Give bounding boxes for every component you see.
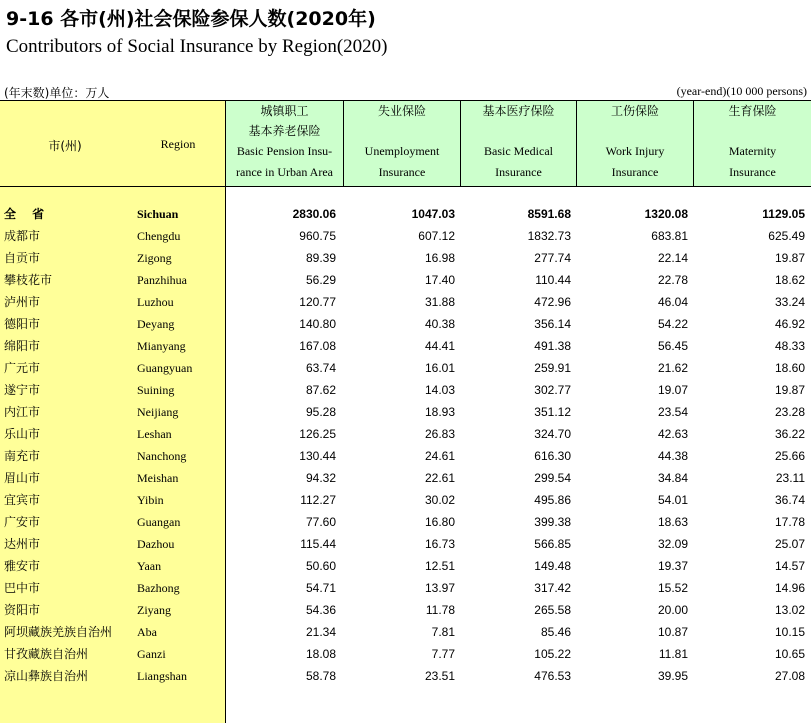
region-name-en: Mianyang — [137, 339, 186, 353]
work-injury-value: 683.81 — [651, 229, 688, 243]
region-name-en: Luzhou — [137, 295, 174, 309]
table-row — [0, 511, 811, 533]
maternity-value: 10.65 — [774, 647, 805, 661]
table-row — [0, 357, 811, 379]
medical-value: 351.12 — [534, 405, 571, 419]
region-name-zh: 全 省 — [4, 207, 51, 221]
header-zh — [577, 121, 693, 141]
maternity-value: 14.96 — [774, 581, 805, 595]
region-name-zh: 乐山市 — [4, 427, 41, 441]
pension-value: 54.36 — [305, 603, 336, 617]
header-zh — [694, 121, 811, 141]
work-injury-value: 56.45 — [657, 339, 688, 353]
region-name-zh: 巴中市 — [4, 581, 41, 595]
header-zh — [344, 121, 460, 141]
work-injury-value: 20.00 — [657, 603, 688, 617]
maternity-value: 48.33 — [774, 339, 805, 353]
maternity-value: 33.24 — [774, 295, 805, 309]
medical-value: 566.85 — [534, 537, 571, 551]
region-name-en: Ziyang — [137, 603, 171, 617]
unemployment-value: 16.01 — [424, 361, 455, 375]
unemployment-value: 40.38 — [424, 317, 455, 331]
maternity-value: 23.11 — [775, 471, 805, 485]
region-name-zh: 成都市 — [4, 229, 41, 243]
column-header-medical — [461, 101, 576, 186]
medical-value: 259.91 — [534, 361, 571, 375]
table-row — [0, 643, 811, 665]
region-name-en: Neijiang — [137, 405, 179, 419]
header-zh: 城镇职工 — [260, 104, 309, 118]
maternity-value: 14.57 — [774, 559, 805, 573]
table-row — [0, 401, 811, 423]
header-bottom-rule — [0, 186, 811, 187]
maternity-value: 36.74 — [774, 493, 805, 507]
work-injury-value: 42.63 — [657, 427, 688, 441]
unemployment-value: 26.83 — [424, 427, 455, 441]
table-row — [0, 269, 811, 291]
region-name-en: Bazhong — [137, 581, 180, 595]
pension-value: 167.08 — [299, 339, 336, 353]
region-name-en: Yaan — [137, 559, 162, 573]
pension-value: 140.80 — [299, 317, 336, 331]
medical-value: 324.70 — [534, 427, 571, 441]
unemployment-value: 7.81 — [431, 625, 455, 639]
column-header-work-injury — [577, 101, 693, 186]
work-injury-value: 22.14 — [657, 251, 688, 265]
pension-value: 63.74 — [305, 361, 336, 375]
maternity-value: 25.66 — [774, 449, 805, 463]
medical-value: 149.48 — [534, 559, 571, 573]
table-row — [0, 489, 811, 511]
table-row — [0, 445, 811, 467]
unemployment-value: 30.02 — [424, 493, 455, 507]
region-name-en: Ganzi — [137, 647, 166, 661]
table-row-total — [0, 203, 811, 225]
header-en: Basic Medical — [484, 144, 553, 158]
unemployment-value: 13.97 — [424, 581, 455, 595]
table-row — [0, 423, 811, 445]
table-row — [0, 247, 811, 269]
pension-value: 58.78 — [305, 669, 336, 683]
region-name-zh: 资阳市 — [4, 603, 41, 617]
medical-value: 317.42 — [534, 581, 571, 595]
pension-value: 18.08 — [305, 647, 336, 661]
header-en: Work Injury — [605, 144, 665, 158]
region-name-zh: 广安市 — [4, 515, 41, 529]
region-name-en: Guangyuan — [137, 361, 193, 375]
work-injury-value: 54.22 — [657, 317, 688, 331]
maternity-value: 36.22 — [774, 427, 805, 441]
unit-note-chinese: (年末数)单位：万人 — [4, 86, 110, 100]
unemployment-value: 24.61 — [424, 449, 455, 463]
pension-value: 2830.06 — [292, 207, 336, 221]
medical-value: 356.14 — [534, 317, 571, 331]
maternity-value: 13.02 — [774, 603, 805, 617]
unemployment-value: 22.61 — [424, 471, 455, 485]
region-name-zh: 内江市 — [4, 405, 41, 419]
maternity-value: 625.49 — [768, 229, 805, 243]
maternity-value: 17.78 — [774, 515, 805, 529]
work-injury-value: 18.63 — [657, 515, 688, 529]
table-row — [0, 599, 811, 621]
table-row — [0, 379, 811, 401]
maternity-value: 27.08 — [774, 669, 805, 683]
region-name-en: Sichuan — [137, 207, 179, 221]
header-zh: 基本医疗保险 — [482, 104, 555, 118]
medical-value: 299.54 — [534, 471, 571, 485]
pension-value: 112.27 — [300, 493, 336, 507]
unemployment-value: 7.77 — [431, 647, 455, 661]
region-name-zh: 雅安市 — [4, 559, 41, 573]
region-name-zh: 凉山彝族自治州 — [4, 669, 89, 683]
header-en: Basic Pension Insu- — [236, 144, 333, 158]
pension-value: 89.39 — [305, 251, 336, 265]
region-name-en: Dazhou — [137, 537, 175, 551]
column-header-region-en: Region — [160, 137, 196, 151]
medical-value: 472.96 — [534, 295, 571, 309]
maternity-value: 18.62 — [774, 273, 805, 287]
maternity-value: 19.87 — [774, 383, 805, 397]
work-injury-value: 11.81 — [658, 647, 688, 661]
unemployment-value: 16.98 — [424, 251, 455, 265]
unit-note-english: (year-end)(10 000 persons) — [676, 84, 807, 98]
region-name-zh: 泸州市 — [4, 295, 41, 309]
pension-value: 95.28 — [305, 405, 336, 419]
table-body — [0, 203, 811, 687]
region-name-zh: 攀枝花市 — [4, 273, 53, 287]
table-row — [0, 533, 811, 555]
region-name-en: Chengdu — [137, 229, 181, 243]
table-row — [0, 555, 811, 577]
work-injury-value: 1320.08 — [644, 207, 688, 221]
header-en: Insurance — [378, 165, 426, 179]
pension-value: 126.25 — [299, 427, 336, 441]
header-en: Insurance — [729, 165, 776, 179]
work-injury-value: 39.95 — [657, 669, 688, 683]
region-name-en: Panzhihua — [137, 273, 187, 287]
column-header-maternity — [694, 101, 811, 186]
unemployment-value: 44.41 — [424, 339, 455, 353]
table-row — [0, 621, 811, 643]
page-title-chinese: 9-16 各市(州)社会保险参保人数(2020年) — [6, 8, 376, 30]
unemployment-value: 1047.03 — [411, 207, 455, 221]
medical-value: 476.53 — [534, 669, 571, 683]
header-zh: 工伤保险 — [610, 104, 659, 118]
work-injury-value: 23.54 — [657, 405, 688, 419]
unemployment-value: 16.73 — [424, 537, 455, 551]
medical-value: 105.22 — [534, 647, 571, 661]
pension-value: 87.62 — [305, 383, 336, 397]
maternity-value: 10.15 — [774, 625, 805, 639]
region-name-en: Meishan — [137, 471, 179, 485]
maternity-value: 23.28 — [774, 405, 805, 419]
header-en: Maternity — [728, 144, 777, 158]
region-name-zh: 绵阳市 — [4, 339, 41, 353]
work-injury-value: 34.84 — [657, 471, 688, 485]
medical-value: 265.58 — [534, 603, 571, 617]
unemployment-value: 18.93 — [424, 405, 455, 419]
unemployment-value: 14.03 — [424, 383, 455, 397]
table-row — [0, 577, 811, 599]
medical-value: 616.30 — [534, 449, 571, 463]
work-injury-value: 54.01 — [657, 493, 688, 507]
header-en: Insurance — [495, 165, 542, 179]
region-name-en: Nanchong — [137, 449, 187, 463]
work-injury-value: 22.78 — [657, 273, 688, 287]
region-name-en: Leshan — [137, 427, 172, 441]
region-name-zh: 阿坝藏族羌族自治州 — [4, 625, 113, 639]
region-name-zh: 甘孜藏族自治州 — [4, 647, 89, 661]
region-name-zh: 南充市 — [4, 449, 41, 463]
work-injury-value: 21.62 — [657, 361, 688, 375]
pension-value: 54.71 — [305, 581, 336, 595]
pension-value: 120.77 — [299, 295, 336, 309]
pension-value: 77.60 — [305, 515, 336, 529]
region-name-zh: 宜宾市 — [4, 493, 41, 507]
region-name-en: Guangan — [137, 515, 181, 529]
table-row — [0, 467, 811, 489]
work-injury-value: 44.38 — [657, 449, 688, 463]
unemployment-value: 11.78 — [425, 603, 455, 617]
pension-value: 56.29 — [305, 273, 336, 287]
region-name-en: Zigong — [137, 251, 172, 265]
header-zh: 失业保险 — [377, 104, 426, 118]
region-name-zh: 自贡市 — [4, 251, 41, 265]
header-en: Unemployment — [364, 144, 440, 158]
table-row — [0, 313, 811, 335]
pension-value: 115.44 — [300, 537, 336, 551]
work-injury-value: 46.04 — [657, 295, 688, 309]
medical-value: 8591.68 — [527, 207, 571, 221]
header-zh: 生育保险 — [728, 104, 777, 118]
work-injury-value: 19.07 — [657, 383, 688, 397]
region-name-zh: 达州市 — [4, 537, 41, 551]
header-zh: 基本养老保险 — [248, 124, 321, 138]
maternity-value: 46.92 — [774, 317, 805, 331]
medical-value: 399.38 — [534, 515, 571, 529]
region-name-en: Aba — [137, 625, 157, 639]
medical-value: 495.86 — [534, 493, 571, 507]
pension-value: 130.44 — [299, 449, 336, 463]
pension-value: 960.75 — [299, 229, 336, 243]
medical-value: 85.46 — [540, 625, 571, 639]
work-injury-value: 15.52 — [657, 581, 688, 595]
table-row — [0, 225, 811, 247]
medical-value: 1832.73 — [527, 229, 571, 243]
header-en: Insurance — [611, 165, 659, 179]
pension-value: 21.34 — [305, 625, 336, 639]
maternity-value: 1129.05 — [762, 207, 805, 221]
medical-value: 302.77 — [534, 383, 571, 397]
header-en: rance in Urban Area — [236, 165, 333, 179]
maternity-value: 18.60 — [774, 361, 805, 375]
region-name-en: Suining — [137, 383, 175, 397]
region-name-zh: 眉山市 — [4, 471, 41, 485]
maternity-value: 19.87 — [774, 251, 805, 265]
pension-value: 94.32 — [305, 471, 336, 485]
page-title-english: Contributors of Social Insurance by Region(2020) — [6, 36, 388, 57]
medical-value: 491.38 — [534, 339, 571, 353]
region-name-zh: 德阳市 — [4, 317, 41, 331]
unemployment-value: 607.12 — [418, 229, 455, 243]
column-header-pension — [226, 101, 343, 186]
region-name-en: Yibin — [137, 493, 164, 507]
column-header-city-zh: 市(州) — [48, 139, 82, 153]
table-row — [0, 665, 811, 687]
pension-value: 50.60 — [305, 559, 336, 573]
unemployment-value: 23.51 — [424, 669, 455, 683]
region-name-zh: 广元市 — [4, 361, 41, 375]
medical-value: 110.44 — [535, 273, 571, 287]
unemployment-value: 12.51 — [424, 559, 455, 573]
region-name-en: Liangshan — [137, 669, 187, 683]
work-injury-value: 10.87 — [657, 625, 688, 639]
work-injury-value: 32.09 — [657, 537, 688, 551]
region-name-zh: 遂宁市 — [4, 383, 41, 397]
table-row — [0, 291, 811, 313]
maternity-value: 25.07 — [774, 537, 805, 551]
column-header-unemployment — [344, 101, 460, 186]
unemployment-value: 31.88 — [424, 295, 455, 309]
unemployment-value: 17.40 — [424, 273, 455, 287]
region-name-en: Deyang — [137, 317, 175, 331]
header-zh — [461, 121, 576, 141]
medical-value: 277.74 — [534, 251, 571, 265]
work-injury-value: 19.37 — [657, 559, 688, 573]
table-row — [0, 335, 811, 357]
unemployment-value: 16.80 — [424, 515, 455, 529]
